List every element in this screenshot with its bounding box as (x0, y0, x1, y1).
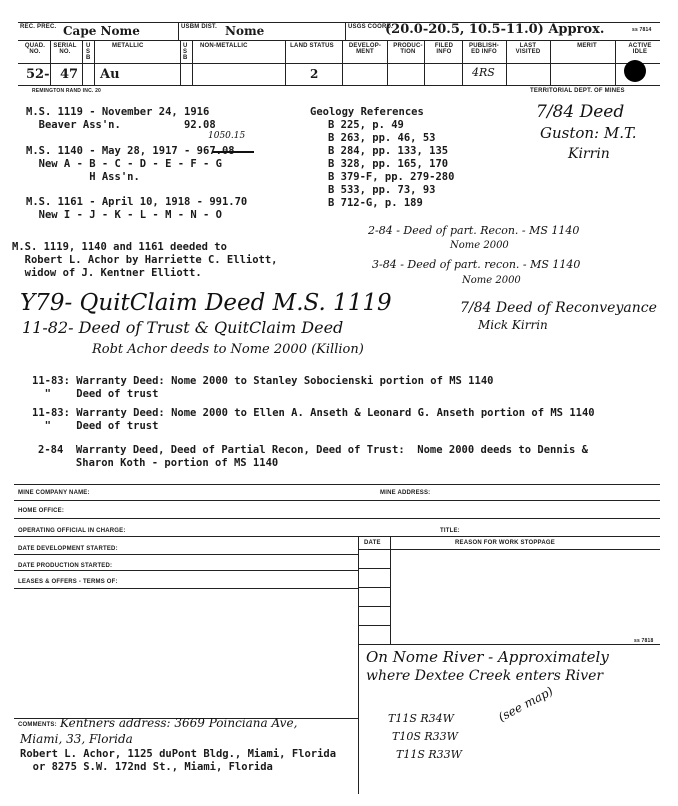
rec-prec-label: REC. PREC. (20, 24, 57, 30)
col-non-metallic: NON-METALLIC (200, 43, 248, 49)
imprint-right: TERRITORIAL DEPT. OF MINES (530, 88, 625, 94)
handwritten-note: T11S R34W (388, 712, 454, 725)
col-land-status: LAND STATUS (290, 43, 334, 49)
geology-ref: B 263, pp. 46, 53 (328, 132, 436, 144)
col-development: DEVELOP-MENT (348, 43, 382, 55)
col-last-visited: LAST VISITED (515, 43, 541, 55)
transaction-line: " Deed of trust (32, 388, 159, 400)
row-land-status: 2 (310, 67, 319, 81)
handwritten-note: Nome 2000 (462, 275, 521, 286)
handwritten-note: (see map) (496, 683, 556, 725)
handwritten-note: where Dextee Creek enters River (366, 668, 604, 684)
imprint-left: REMINGTON RAND INC. 20 (32, 88, 102, 94)
geology-ref: B 712-G, p. 189 (328, 197, 423, 209)
claim-line: New I - J - K - L - M - N - O (26, 209, 222, 221)
claim-line: Beaver Ass'n. 92.08 (26, 119, 216, 131)
address-line: or 8275 S.W. 172nd St., Miami, Florida (20, 761, 273, 773)
date-col-label: DATE (364, 540, 381, 546)
handwritten-note: T10S R33W (392, 730, 458, 743)
deeded-line: widow of J. Kentner Elliott. (12, 267, 202, 279)
row-quad: 52- (26, 67, 50, 82)
handwritten-note: Robt Achor deeds to Nome 2000 (Killion) (92, 342, 364, 357)
row-published: 4RS (472, 66, 495, 79)
deeded-line: M.S. 1119, 1140 and 1161 deeded to (12, 241, 227, 253)
transaction-line: 11-83: Warranty Deed: Nome 2000 to Stanley Sobocienski portion of MS 1140 (32, 375, 494, 387)
claim-line: H Ass'n. (26, 171, 140, 183)
transaction-line: 2-84 Warranty Deed, Deed of Partial Recon, Deed of Trust: Nome 2000 deeds to Dennis & (38, 444, 588, 456)
deeded-line: Robert L. Achor by Harriette C. Elliott, (12, 254, 278, 266)
geology-ref: B 328, pp. 165, 170 (328, 158, 449, 170)
leases-label: LEASES & OFFERS - TERMS OF: (18, 579, 118, 585)
handwritten-note: 7/84 Deed of Reconveyance (460, 300, 657, 316)
usbm-dist-label: USBM DIST. (181, 24, 218, 30)
claim-line: M.S. 1119 - November 24, 1916 (26, 106, 210, 118)
geology-ref: B 379-F, pp. 279-280 (328, 171, 455, 183)
handwritten-note: Miami, 33, Florida (20, 732, 133, 746)
geology-ref: B 533, pp. 73, 93 (328, 184, 436, 196)
title-label: TITLE: (440, 528, 460, 534)
handwritten-note: Y79- QuitClaim Deed M.S. 1119 (20, 290, 392, 316)
transaction-line: 11-83: Warranty Deed: Nome 2000 to Ellen A. Anseth & Leonard G. Anseth portion of MS 1140 (32, 407, 595, 419)
geology-ref: B 225, p. 49 (328, 119, 404, 131)
active-status-dot (624, 60, 646, 82)
handwritten-note: 11-82- Deed of Trust & QuitClaim Deed (22, 318, 344, 337)
col-active-idle: ACTIVE IDLE (628, 43, 652, 55)
claim-line: M.S. 1161 - April 10, 1918 - 991.70 (26, 196, 248, 208)
reason-col-label: REASON FOR WORK STOPPAGE (455, 540, 555, 546)
form-code-2: ss 7818 (634, 638, 654, 644)
handwritten-note: Kentners address: 3669 Poinciana Ave, (60, 716, 298, 730)
col-production: PRODUC-TION (393, 43, 423, 55)
home-office-label: HOME OFFICE: (18, 508, 65, 514)
mine-company-label: MINE COMPANY NAME: (18, 490, 90, 496)
claim-line: New A - B - C - D - E - F - G (26, 158, 222, 170)
usgs-coord-label: USGS COORD. (348, 24, 393, 30)
handwritten-note: Kirrin (568, 146, 610, 162)
col-quad-no: QUAD. NO. (24, 43, 46, 55)
handwritten-note: 3-84 - Deed of part. recon. - MS 1140 (372, 258, 581, 271)
comments-label: COMMENTS: (18, 722, 57, 728)
col-usb: U S B (86, 43, 91, 61)
handwritten-note: Guston: M.T. (540, 124, 637, 142)
usbm-dist-value: Nome (225, 24, 265, 38)
row-metallic: Au (100, 67, 120, 82)
claim-line: M.S. 1140 - May 28, 1917 - 967.08 (26, 145, 235, 157)
col-usb-2: U S B (183, 43, 188, 61)
handwritten-note: 2-84 - Deed of part. Recon. - MS 1140 (368, 224, 580, 237)
address-line: Robert L. Achor, 1125 duPont Bldg., Miami, Florida (20, 748, 337, 760)
col-merit: MERIT (577, 43, 597, 49)
correction-note: 1050.15 (208, 131, 246, 141)
form-code: ss 7814 (632, 27, 652, 33)
col-filed-info: FILED INFO (434, 43, 454, 55)
handwritten-note: T11S R33W (396, 748, 462, 761)
geology-ref: B 284, pp. 133, 135 (328, 145, 449, 157)
col-serial-no: SERIAL NO. (53, 43, 77, 55)
date-development-label: DATE DEVELOPMENT STARTED: (18, 546, 118, 552)
operating-official-label: OPERATING OFFICIAL IN CHARGE: (18, 528, 126, 534)
date-production-label: DATE PRODUCTION STARTED: (18, 563, 113, 569)
handwritten-note: 7/84 Deed (536, 102, 625, 122)
transaction-line: Sharon Koth - portion of MS 1140 (38, 457, 279, 469)
rec-prec-value: Cape Nome (63, 24, 140, 38)
handwritten-note: Nome 2000 (450, 240, 509, 251)
row-serial: 47 (60, 67, 79, 82)
col-metallic: METALLIC (112, 43, 144, 49)
geology-title: Geology References (310, 106, 424, 118)
usgs-coord-value: (20.0-20.5, 10.5-11.0) Approx. (385, 22, 605, 37)
handwritten-note: Mick Kirrin (478, 318, 548, 332)
handwritten-note: On Nome River - Approximately (366, 648, 609, 666)
transaction-line: " Deed of trust (32, 420, 159, 432)
mine-address-label: MINE ADDRESS: (380, 490, 431, 496)
col-published-info: PUBLISH-ED INFO (469, 43, 499, 55)
